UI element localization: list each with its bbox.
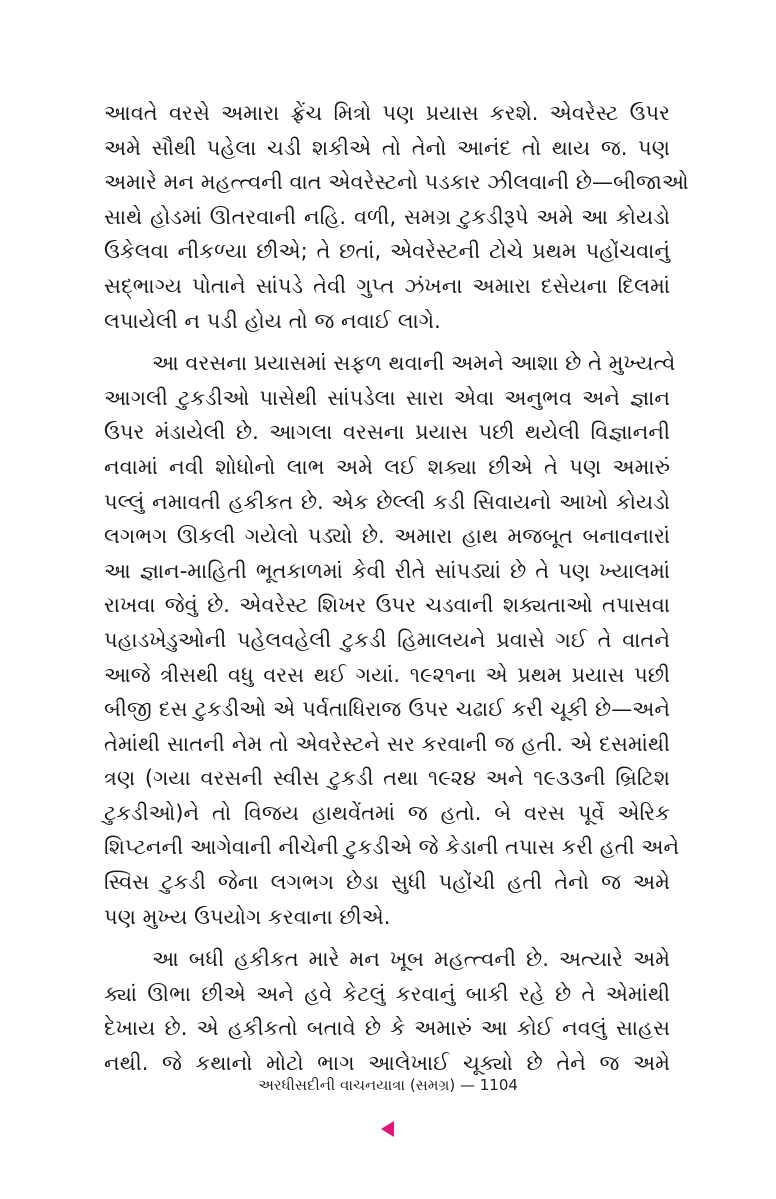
text-line: સ્વિસ ટુકડી જેના લગભગ છેડા સુધી પહોંચી હતી તેનો જ અમે [104, 870, 670, 895]
text-line: અમે સૌથી પહેલા ચડી શકીએ તો તેનો આનંદ તો થાય જ. પણ [104, 135, 670, 160]
paragraph-2 [104, 346, 680, 934]
paragraph-3 [104, 942, 670, 1080]
text-line: લગભગ ઊકલી ગયેલો પડ્યો છે. અમારા હાથ મજબૂત બનાવનારાં [104, 524, 670, 549]
text-line: ત્રણ (ગયા વરસની સ્વીસ ટુકડી તથા ૧૯૨૪ અને ૧૯૩૩ની બ્રિટિશ [104, 766, 670, 791]
text-line: તેમાંથી સાતની નેમ તો એવરેસ્ટને સર કરવાની જ હતી. એ દસમાંથી [104, 731, 670, 756]
text-line: આ બધી હકીકત મારે મન ખૂબ મહત્ત્વની છે. અત્યારે અમે [152, 947, 670, 972]
page-body [104, 96, 689, 1089]
text-line: ઉપર મંડાયેલી છે. આગલા વરસના પ્રયાસ પછી થયેલી વિજ્ઞાનની [104, 420, 670, 445]
text-line: આ જ્ઞાન-માહિતી ભૂતકાળમાં કેવી રીતે સાંપડ્યાં છે તે પણ ખ્યાલમાં [104, 558, 670, 583]
text-line: સદ્ભાગ્ય પોતાને સાંપડે તેવી ગુપ્ત ઝંખના અમારા દસેયના દિલમાં [104, 273, 670, 298]
text-line: નવામાં નવી શોધોનો લાભ અમે લઈ શક્યા છીએ તે પણ અમારું [104, 454, 670, 479]
text-line: આગલી ટુકડીઓ પાસેથી સાંપડેલા સારા એવા અનુભવ અને જ્ઞાન [104, 385, 670, 410]
text-line: સાથે હોડમાં ઊતરવાની નહિ. વળી, સમગ્ર ટુકડીરૂપે અમે આ કોયડો [104, 204, 670, 229]
paragraph-1 [104, 96, 689, 338]
text-line: દેખાય છે. એ હકીકતો બતાવે છે કે અમારું આ કોઈ નવલું સાહસ [104, 1016, 670, 1041]
text-line: આવતે વરસે અમારા ફ્રેંચ મિત્રો પણ પ્રયાસ કરશે. એવરેસ્ટ ઉપર [104, 101, 670, 125]
text-line: બીજી દસ ટુકડીઓ એ પર્વતાધિરાજ ઉપર ચઢાઈ કરી ચૂકી છે—અને [104, 697, 670, 722]
text-line: પણ મુખ્ય ઉપયોગ કરવાના છીએ. [104, 904, 391, 929]
text-line: અમારે મન મહત્ત્વની વાત એવરેસ્ટનો પડકાર ઝીલવાની છે—બીજાઓ [104, 170, 689, 195]
text-line: રાખવા જેવું છે. એવરેસ્ટ શિખર ઉપર ચડવાની શક્યતાઓ તપાસવા [104, 593, 670, 618]
text-line: લપાયેલી ન પડી હોય તો જ નવાઈ લાગે. [104, 308, 441, 333]
text-line: શિપ્ટનની આગેવાની નીચેની ટુકડીએ જે કેડાની તપાસ કરી હતી અને [104, 835, 680, 860]
page-footer: અરધીસદીની વાચનયાત્રા (સમગ્ર) — 1104 [258, 1076, 518, 1094]
text-line: આજે ત્રીસથી વધુ વરસ થઈ ગયાં. ૧૯૨૧ના એ પ્રથમ પ્રયાસ પછી [104, 662, 670, 687]
text-line: આ વરસના પ્રયાસમાં સફળ થવાની અમને આશા છે તે મુખ્યત્વે [152, 351, 676, 376]
text-line: ટુકડીઓ)ને તો વિજય હાથવેંતમાં જ હતો. બે વરસ પૂર્વે એરિક [104, 800, 670, 825]
text-line: પલ્લું નમાવતી હકીકત છે. એક છેલ્લી કડી સિવાયનો આખો કોયડો [104, 489, 670, 514]
text-line: ક્યાં ઊભા છીએ અને હવે કેટલું કરવાનું બાકી રહે છે તે એમાંથી [104, 981, 670, 1006]
text-line: નથી. જે કથાનો મોટો ભાગ આલેખાઈ ચૂક્યો છે તેને જ અમે [104, 1051, 670, 1076]
text-line: ઉકેલવા નીકળ્યા છીએ; તે છતાં, એવરેસ્ટની ટોચે પ્રથમ પહોંચવાનું [104, 239, 670, 264]
text-line: પહાડખેડુઓની પહેલવહેલી ટુકડી હિમાલયને પ્રવાસે ગઈ તે વાતને [104, 627, 670, 652]
previous-page-icon[interactable] [381, 1121, 394, 1137]
